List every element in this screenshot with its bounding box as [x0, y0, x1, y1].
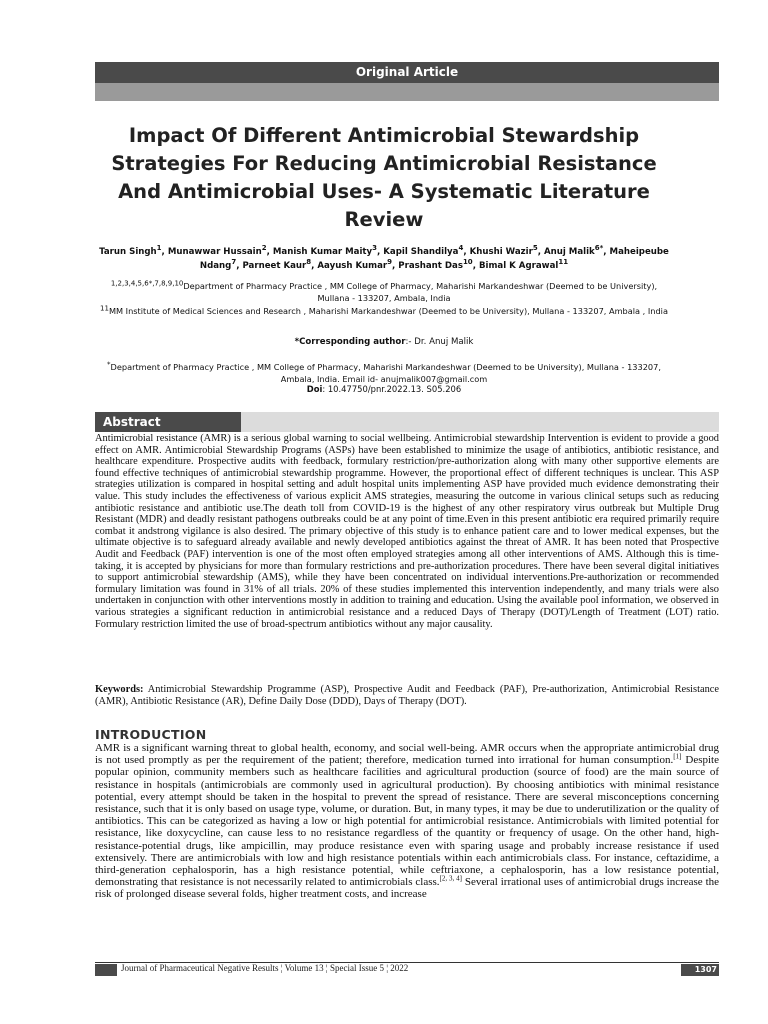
keywords-text: Antimicrobial Stewardship Programme (ASP), Prospective Audit and Feedback (PAF), Pre-authorization, Antimicrobial Resistance (AMR), Antibiotic Resistance (AR), Define Daily Dose (DDD), Days of Therapy (DOT). — [95, 684, 720, 707]
author-name: Munawwar Hussain — [167, 247, 262, 257]
author-name: Kapil Shandilya — [383, 247, 459, 257]
author-name: Khushi Wazir — [469, 247, 533, 257]
author-name: Bimal K Agrawal — [478, 261, 559, 271]
doi-value: : 10.47750/pnr.2022.13. S05.206 — [322, 384, 462, 394]
author-name: Manish Kumar Maity — [272, 247, 373, 257]
author-name: Aayush Kumar — [317, 261, 388, 271]
author-affiliation-marker: 8 — [306, 258, 312, 267]
page-footer — [95, 962, 719, 976]
affiliation-1 — [96, 280, 672, 304]
author-name: Parneet Kaur — [242, 261, 307, 271]
author-affiliation-marker: 2 — [261, 244, 267, 253]
affiliation-1-text: Department of Pharmacy Practice , MM College of Pharmacy, Maharishi Markandeshwar (Deemed to be University), Mullana - 133207, Ambala, India — [183, 281, 658, 303]
doi-line — [96, 384, 672, 394]
corresponding-affiliation — [96, 361, 672, 385]
author-name: Anuj Malik — [543, 247, 595, 257]
corresponding-affiliation-marker: * — [107, 360, 111, 369]
corresponding-author — [96, 337, 672, 347]
article-title: Impact Of Different Antimicrobial Stewardship Strategies For Reducing Antimicrobial Resistance And Antimicrobial Uses- A Systematic Literature Review — [111, 124, 657, 231]
author-affiliation-marker: 3 — [372, 244, 377, 253]
affiliation-1-marker: 1,2,3,4,5,6*,7,8,9,10 — [110, 279, 184, 288]
abstract-heading: Abstract — [103, 415, 161, 429]
affiliation-2 — [96, 305, 672, 317]
abstract-heading-box — [95, 412, 241, 432]
author-affiliation-marker: 10 — [462, 258, 473, 267]
corresponding-affiliation-text: Department of Pharmacy Practice , MM College of Pharmacy, Maharishi Markandeshwar (Deemed to be University), Mullana - 133207, Ambala, India. Email id- anujmalik007@gmail.com — [110, 362, 661, 384]
intro-part-1: AMR is a significant warning threat to global health, economy, and social well-being. AMR occurs when the appropriate antimicrobial drug is not used promptly as per the requirement of the patient; therefore, medication turned into irrational for human consumption. — [95, 742, 719, 767]
author-affiliation-marker: 9 — [387, 258, 393, 267]
author-affiliation-marker: 1 — [156, 244, 162, 253]
citation-1: [1] — [673, 752, 682, 761]
page-number: 1307 — [681, 964, 719, 976]
author-affiliation-marker: 7 — [231, 258, 237, 267]
corresponding-author-name: :- Dr. Anuj Malik — [405, 337, 474, 347]
banner-underline — [95, 83, 719, 101]
intro-part-3: Several irrational uses of antimicrobial drugs increase the risk of prolonged disease several folds, higher treatment costs, and increase — [95, 876, 720, 901]
author-affiliation-marker: 5 — [532, 244, 538, 253]
author-name: Maheipeube Ndang — [199, 247, 669, 271]
footer-left-block — [95, 964, 117, 976]
author-affiliation-marker: 6* — [594, 244, 604, 253]
author-name: Tarun Singh — [99, 247, 157, 257]
introduction-heading: INTRODUCTION — [95, 727, 207, 742]
author-name: Prashant Das — [398, 261, 463, 271]
introduction-text — [95, 742, 719, 901]
author-affiliation-marker: 11 — [558, 258, 569, 267]
affiliation-2-marker: 11 — [100, 304, 109, 313]
citation-2: [2, 3, 4] — [439, 874, 462, 883]
author-affiliation-marker: 4 — [458, 244, 464, 253]
author-list: Tarun Singh$^1$, Munawwar Hussain$^2$, Manish Kumar Maity$^3$, Kapil Shandilya$^4$, Khushi Wazir$^5$, Anuj Malik$^{6*}$, Maheipeube Ndang$^7$, Parneet Kaur$^8$, Aayush Kumar$^9$, Prashant Das$^{10}$, Bimal K Agrawal$^{11}$ — [99, 244, 669, 271]
article-type-label: Original Article — [355, 65, 459, 79]
intro-part-2: Despite popular opinion, community members such as healthcare facilities and agricultural production (source of food) are the main source of resistance in hospitals (antimicrobials are commonly used in agricultural production). By choosing antibiotics with minimal resistance potential, every attempt should be taken in the hospital to prevent the spread of resistance. There are several misconceptions concerning resistance, such that it is only based on usage type, volume, or duration. But, in many types, it may be due to underutilization or the quality of antibiotics. This can be categorized as having a low or high potential for antimicrobial resistance. Antimicrobials with limited potential for resistance, like doxycycline, can cause less to no resistance regardless of the quantity or frequency of usage. On the other hand, high-resistance-potential drugs, like ampicillin, may produce resistance even with sparing usage and probably increase resistance if used extensively. There are antimicrobials with low and high resistance potentials within each antimicrobials class. For instance, ceftazidime, a third-generation cephalosporin, has a high resistance potential, while ceftriaxone, a cephalosporin, has a low resistance potential, demonstrating that resistance is not necessarily related to antimicrobials class. — [95, 754, 719, 889]
footer-journal: Journal of Pharmaceutical Negative Results ¦ Volume 13 ¦ Special Issue 5 ¦ 2022 — [121, 963, 409, 973]
article-type-banner — [95, 62, 719, 83]
keywords — [95, 684, 719, 708]
abstract-heading-bar — [241, 412, 719, 432]
abstract-text: Antimicrobial resistance (AMR) is a serious global warning to social wellbeing. Antimicrobial stewardship Intervention is evident to provide a good effect on AMR. Antimicrobial Stewardship Programs (ASPs) have been established to minimize the usage of antibiotics, antibiotic resistance, and healthcare expenditure. Prospective audits with feedback, formulary restriction/pre-authorization along with many other supportive elements are found effective techniques of antimicrobial stewardship programme. However, the proportional effect of different techniques is unclear. This ASP strategies utilization is compared in hospital setting and adult hospital units implementing ASP have provided much evidence demonstrating their value. This study includes the effectiveness of various explicit AMS strategies, measuring the outcome in various clinical setups such as reducing antibiotic resistance and antibiotic use.The death toll from COVID-19 is the highest of any other respiratory virus outbreak but Multiple Drug Resistant (MDR) and deadly resistant pathogens outbreaks could be at any point of time.Even in this present antibiotic era required primarily require combat it andstrong vigilance is also desired. The primary objective of this study is to enhance patient care and to lower medical expenses, but the ultimate objective is to safeguard already available and newly developed antibiotics against the threat of AMR. It has been noted that Prospective Audit and Feedback (PAF) intervention is one of the most often employed strategies among all other interventions of AMS. Although this is time-taking, it is accepted by physicians for more than formulary restrictions and pre-authorization procedures. There have been several digital initiatives to support antimicrobial stewardship (AMS), while they have been concentrated on individual interventions.Pre-authorization or recommended formulary limitation was found in 31% of all trials. 20% of these studies implemented this intervention independently, and many trials were also undertaken in conjunction with other interventions mostly in addition to training and education. Using the available pool information, we observed in various strategies a significant reduction in antimicrobial resistance and a reduced Days of Therapy (DOT)/Length of Treatment (LOT) ratio. Formulary restriction limited the use of broad-spectrum antibiotics without any major causality. — [95, 433, 719, 630]
doi-label: Doi — [306, 384, 323, 394]
corresponding-author-label: *Corresponding author — [294, 337, 406, 347]
keywords-label: Keywords: — [95, 684, 144, 695]
affiliation-2-text: MM Institute of Medical Sciences and Research , Maharishi Markandeshwar (Deemed to be University), Mullana - 133207, Ambala , India — [108, 306, 668, 316]
